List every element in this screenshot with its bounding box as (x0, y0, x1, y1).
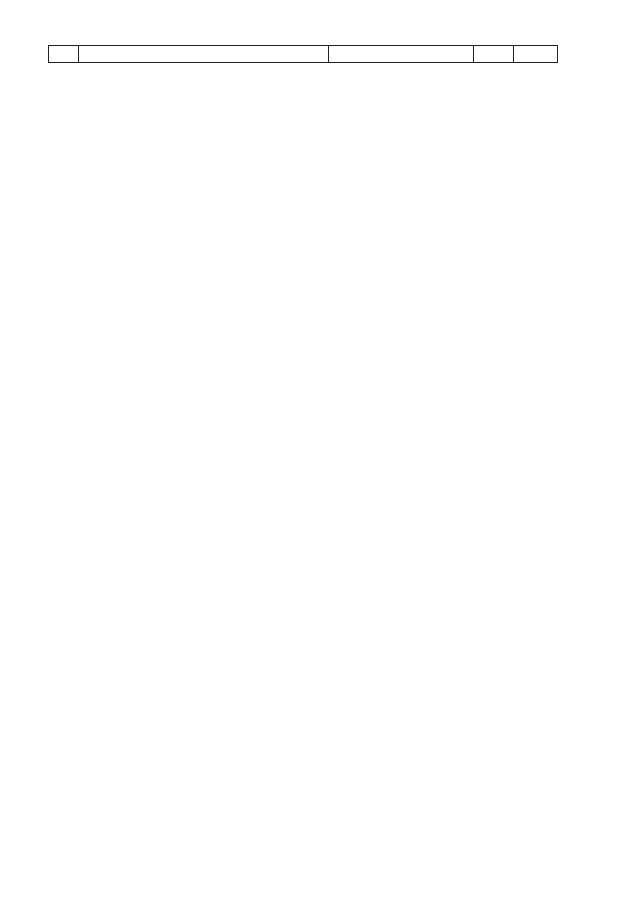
header-col-4 (474, 46, 514, 62)
header-col-2 (79, 46, 329, 62)
header-col-3 (329, 46, 474, 62)
header-col-1 (49, 46, 79, 62)
header-col-5 (514, 46, 557, 62)
table-header (48, 45, 558, 63)
